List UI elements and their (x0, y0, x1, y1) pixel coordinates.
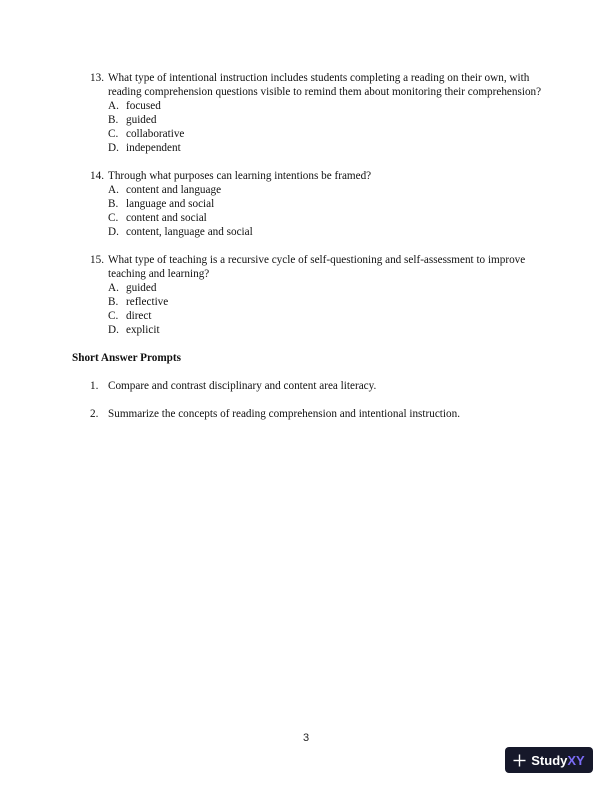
short-answer-prompt-2 (72, 407, 552, 421)
option-text: guided (126, 282, 157, 294)
option-letter: C. (108, 128, 119, 140)
option-c (108, 211, 552, 225)
option-letter: A. (108, 100, 119, 112)
option-letter: A. (108, 282, 119, 294)
option-letter: B. (108, 114, 119, 126)
option-text: explicit (126, 324, 160, 336)
option-text: collaborative (126, 128, 185, 140)
option-letter: C. (108, 310, 119, 322)
option-letter: B. (108, 198, 119, 210)
option-text: independent (126, 142, 181, 154)
option-text: reflective (126, 296, 169, 308)
brand-suffix: XY (567, 752, 585, 768)
option-b (108, 295, 552, 309)
question-number: 13. (90, 72, 104, 84)
option-letter: C. (108, 212, 119, 224)
studyxy-badge[interactable] (505, 747, 593, 773)
question-number: 15. (90, 254, 104, 266)
option-d (108, 323, 552, 337)
answer-options (108, 183, 552, 239)
brand-name (531, 753, 584, 768)
option-letter: B. (108, 296, 119, 308)
option-d (108, 225, 552, 239)
option-c (108, 127, 552, 141)
brand-prefix: Study (531, 752, 568, 768)
question-text: Through what purposes can learning intentions be framed? (108, 170, 372, 182)
option-a (108, 99, 552, 113)
short-answer-prompt-1 (72, 379, 552, 393)
page-content (72, 71, 552, 435)
page-number: 3 (302, 732, 310, 744)
option-a (108, 281, 552, 295)
plus-icon (513, 754, 526, 767)
option-text: focused (126, 100, 161, 112)
question-text: What type of teaching is a recursive cycle of self-questioning and self-assessment to improve teaching and learning? (108, 254, 526, 280)
option-c (108, 309, 552, 323)
prompt-text: Compare and contrast disciplinary and content area literacy. (108, 380, 377, 392)
answer-options (108, 99, 552, 155)
question-number: 14. (90, 170, 104, 182)
prompt-text: Summarize the concepts of reading comprehension and intentional instruction. (108, 408, 460, 420)
option-text: direct (126, 310, 152, 322)
option-text: language and social (126, 198, 215, 210)
option-text: content and social (126, 212, 207, 224)
question-14 (72, 169, 552, 239)
option-b (108, 197, 552, 211)
option-letter: A. (108, 184, 119, 196)
option-d (108, 141, 552, 155)
question-13 (72, 71, 552, 155)
prompt-number: 2. (90, 408, 99, 420)
option-letter: D. (108, 142, 119, 154)
answer-options (108, 281, 552, 337)
short-answer-heading: Short Answer Prompts (72, 352, 181, 364)
question-15 (72, 253, 552, 337)
option-text: content, language and social (126, 226, 253, 238)
prompt-number: 1. (90, 380, 99, 392)
option-text: content and language (126, 184, 222, 196)
option-letter: D. (108, 226, 119, 238)
option-letter: D. (108, 324, 119, 336)
option-a (108, 183, 552, 197)
option-b (108, 113, 552, 127)
option-text: guided (126, 114, 157, 126)
question-text: What type of intentional instruction includes students completing a reading on their own, with reading comprehension questions visible to remind them about monitoring their comprehension? (108, 72, 542, 98)
